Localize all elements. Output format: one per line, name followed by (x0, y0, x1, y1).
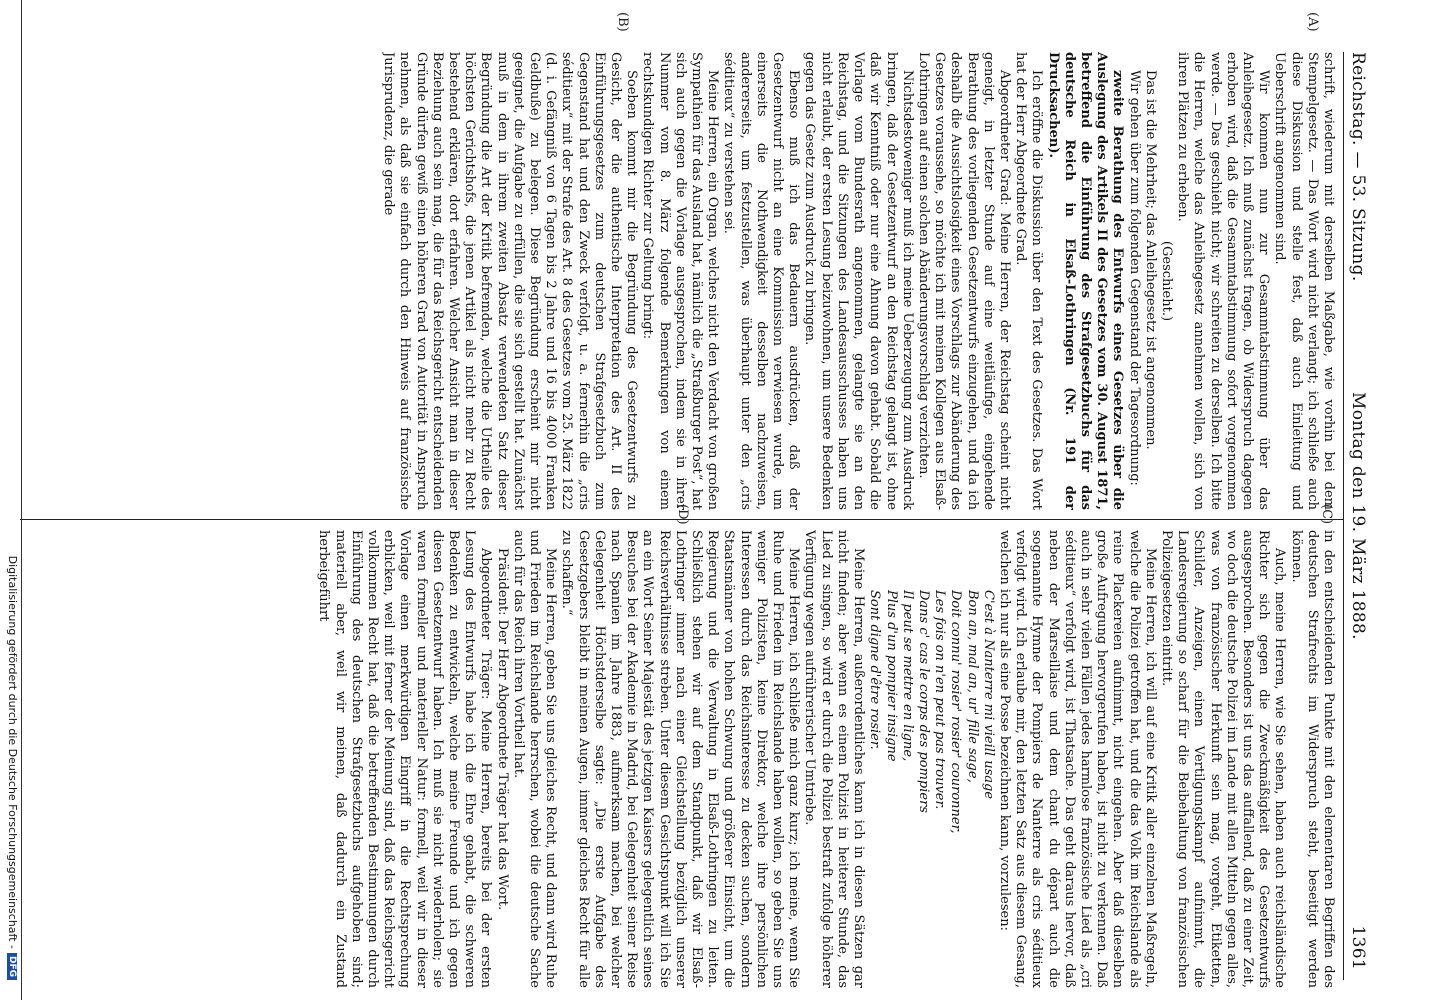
paragraph: schrift, wiederum mit derselben Maßgabe, wie vorhin bei dem Stempelgesetz. — Das Wort wird nicht verlangt; ich schließe auch diese Diskussion und stelle fest, daß auch Einleitung und Ueberschrift angenommen sind. (1272, 52, 1336, 510)
paragraph: zweite Berathung des Entwurfs eines Gesetzes über die Auslegung des Artikels II des Gesetzes vom 30. August 1871, betreffend die Einführung des Strafgesetzbuchs für das deutsche Reich in Elsaß-Lothringen (Nr. 191 der Drucksachen). (1045, 52, 1126, 510)
paragraph: Meine Herren, außerordentliches kann ich in diesen Sätzen gar nicht finden; aber wenn es einem Polizist in heiterer Stunde, das Lied zu singen, so wird er durch die Polizei bestraft zufolge höherer Verfügung wegen aufrührerischer Umtriebe. (802, 530, 867, 988)
right-column (20, 530, 1336, 988)
paragraph: Soeben kommt mir die Begründung des Gesetzentwurfs zu Gesicht, der die authentische Interpretation des Art. II des Einführungsgesetzes zum deutschen Strafgesetzbuch zum Gegenstand hat und den Zweck verfolgt, u. a. fernerhin die „cris séditieux“ mit der Strafe des Art. 8 des Gesetzes vom 25. März 1822 (d. i. Gefängniß von 6 Tagen bis 2 Jahre und 16 bis 4000 Franken Geldbuße) zu belegen. Diese Begründung erscheint mir nicht geeignet, die Aufgabe zu erfüllen, die sie sich gestellt hat. Zunächst muß in dem in ihrem zweiten Absatz verwendeten Satz dieser Begründung die Art der Kritik befremden, welche die Urtheile des höchsten Gerichtshofs, die jenen Artikel als nicht mehr zu Recht bestehend erklären, dort erfahren. Welcher Ansicht man in dieser Beziehung auch sein mag, die für das Reichsgericht entscheidenden Gründe dürfen gewiß einen höheren Grad von Autorität in Anspruch nehmen, als daß sie einfach durch den Hinweis auf französische Jurisprudenz, die gerade (381, 52, 640, 510)
header-session: Reichstag. — 53. Sitzung. (1348, 52, 1368, 282)
paragraph: Präsident: Der Herr Abgeordnete Träger hat das Wort. (494, 548, 510, 911)
paragraph: Meine Herren, ich schließe mich ganz kurz; ich meine, wenn Sie Ruhe und Frieden im Reichslande haben wollen, so geben Sie uns weniger Polizisten, keine Direktor, welche ihre persönlichen Interessen durch das Reichsinteresse zu decken suchen, sondern Staatsmänner von hohen Schwung und größerer Einsicht, um die Regierung und die Verwaltung in Elsaß-Lothringen zu leiten. Schließlich stehen wir auf dem Standpunkt, daß wir Elsaß-Lothringer immer nach einer Gleichstellung bezüglich unserer Reichsverhältnisse streben. Unter diesem Gesichtspunkt will ich Sie an ein Wort Seiner Majestät des jetzigen Kaisers gelegentlich seines Besuches bei der Akademie in Madrid, bei Gelegenheit seiner Reise nach Spanien im Jahre 1883, aufmerksam machen, bei welcher Gelegenheit Höchstderselbe sagte: „Die erste Aufgabe des Gesetzgebers bleibt in meinen Augen, immer gleiches Recht für alle zu schaffen.“ (559, 530, 802, 988)
paragraph: (Geschieht.) (1158, 240, 1174, 322)
digitization-credit (3, 0, 22, 1000)
left-column (20, 52, 1336, 510)
paragraph: Abgeordneter Träger: Meine Herren, bereits bei der ersten Lesung des Entwurfs habe ich die Ehre gehabt, die schweren Bedenken zu entwickeln, welche meine Freunde und ich gegen diesen Gesetzentwurf haben. Ich muß sie nicht wiederholen; sie waren formeller und materieller Natur: formell, weil wir in dieser Vorlage einen merkwürdigen Eingriff in die Rechtsprechung erblicken, weil mit ferner der Meinung sind, daß das Reichsgericht vollkommen Recht hat, daß die betreffenden Bestimmungen durch Einführung des deutschen Strafgesetzbuchs aufgehoben sind; materiell aber, weil wir meinen, daß dadurch ein Zustand herbeigeführt (316, 530, 494, 988)
paragraph: Ich eröffne die Diskussion über den Text des Gesetzes. Das Wort hat der Herr Abgeordnete Grad. (1013, 52, 1045, 510)
margin-mark-c: (C) (1319, 504, 1334, 525)
paragraph: Meine Herren, ich will auf eine Kritik aller einzelnen Maßregeln, welche die Polizei getroffen hat, und die das Volk im Reichslande als reine Plackereien aufnimmt, nicht eingehen. Aber daß dieselben große Aufregung hervorgerufen haben, ist nicht zu verkennen. Daß auch in sehr vielen Fällen jedes harmlose französische Lied als „cri séditieux“ verfolgt wird, ist Thatsache. Das geht daraus hervor, daß neben der Marseillaise und dem chant du départ auch die sogenannte Hymne der Pompiers de Nanterre als cris séditieux verfolgt wird. Ich erlaube mir, den letzten Satz aus diesem Gesang, welchen ich nur als eine Posse bezeichnen kann, vorzulesen: (996, 530, 1158, 988)
paragraph: Doit connu' rosier' rosier' couronner, (948, 590, 964, 834)
page-header (1343, 52, 1380, 980)
paragraph: Ebenso muß ich das Bedauern ausdrücken, daß der Gesetzentwurf nicht an eine Kommission verwiesen wurde, um einerseits die Nothwendigkeit desselben nachzuweisen, andererseits, um festzustellen, was überhaupt unter den „cris séditieux“ zu verstehen sei. (721, 52, 802, 510)
credit-text: Digitalisierung gefördert durch die Deutsche Forschungsgemeinschaft - (6, 555, 19, 949)
paragraph: Sont digne d'être rosier. (867, 590, 883, 750)
column-divider (20, 519, 1344, 520)
margin-mark-b: (B) (615, 12, 630, 32)
paragraph: Auch, meine Herren, wie Sie sehen, haben auch reichsländische Richter sich gegen die Zweckmäßigkeit des Gesetzentwurfs ausgesprochen. Besonders ist uns das auffallend, daß zu einer Zeit, wo doch die deutsche Polizei im Lande mit allen Mitteln gegen alles, was von französischer Herkunft sein mag, vorgeht, Etiketten, Schilder, Anzeigen, einen Vertilgungskampf aufnimmt, die Landesregierung so scharf für die Beibehaltung von französischen Polizeigesetzen eintritt. (1158, 530, 1288, 988)
paragraph: Il peut se mettre en ligne, (899, 590, 915, 762)
paragraph: Meine Herren, ein Organ, welches nicht den Verdacht von großen Sympathien für das Ausland hat, nämlich die „Straßburger Post“, hat sich auch gegen die Vorlage ausgesprochen, indem sie in ihrer Nummer vom 8. März folgende Bemerkungen von einem rechtskundigen Richter zur Geltung bringt: (640, 52, 721, 510)
paragraph: Plus d'un pompier insigne (883, 590, 899, 762)
paragraph: in den entscheidenden Punkte mit den elementaren Begriffen des deutschen Strafrechts im Widerspruch steht, beseitigt werden können. (1288, 530, 1336, 988)
margin-mark-a: (A) (1305, 12, 1320, 32)
margin-mark-d: (D) (675, 504, 690, 525)
paragraph: Les fois on n'en peut pas trouver. (932, 590, 948, 810)
paragraph: Nichtsdestoweniger muß ich meine Ueberzeugung zum Ausdruck bringen, daß der Gesetzentwurf an den Reichstag gelangt ist, ohne daß wir Kenntniß oder nur eine Ahnung davon gehabt. Sobald die Vorlage vom Bundesrath angenommen, gelangte sie an den Reichstag, und die Sitzungen des Landesausschusses haben uns nicht erlaubt, der ersten Lesung beizuwohnen, um unsere Bedenken gegen das Gesetz zum Ausdruck zu bringen. (802, 52, 915, 510)
paragraph: C'est à Nanterre mi vieill usage (980, 590, 996, 800)
paragraph: Wir gehen über zum folgenden Gegenstand der Tagesordnung: (1126, 70, 1142, 486)
paragraph: Meine Herren, geben Sie uns gleiches Recht, und dann wird Ruhe und Frieden im Reichslande herrschen, wobei die deutsche Sache auch für das Reich ihren Vortheil hat. (510, 530, 559, 988)
paragraph: Das ist die Mehrheit; das Anleihegesetz ist angenommen. (1142, 70, 1158, 450)
page-number: 1361 (1348, 925, 1368, 970)
paragraph: Wir kommen nun zur Gesammtabstimmung über das Anleihegesetz. Ich muß zunächst fragen, ob Widerspruch dagegen erhoben wird, daß die Gesammtabstimmung sofort vorgenommen werde. — Das geschieht nicht; wir schreiten zu derselben. Ich bitte die Herren, welche das Anleihegesetz annehmen wollen, sich von ihren Plätzen zu erheben. (1175, 52, 1272, 510)
paragraph: Bon an, mal an, ur' fille sage, (964, 590, 980, 783)
header-date: Montag den 19. März 1888. (1348, 392, 1368, 640)
paragraph: Dans c' cas le corps des pompiers (915, 590, 931, 813)
paragraph: Abgeordneter Grad: Meine Herren, der Reichstag scheint nicht geneigt, in letzter Stunde auf eine weitläufige, eingehende Berathung des vorliegenden Gesetzentwurfs einzugehen, und da ich deshalb die Aussichtslosigkeit eines Vorschlags zur Abänderung des Gesetzes voraussehe, so möchte ich mit meinen Kollegen aus Elsaß-Lothringen auf einen solchen Abänderungsvorschlag verzichten. (915, 52, 1012, 510)
dfg-logo: DFG (7, 953, 17, 980)
